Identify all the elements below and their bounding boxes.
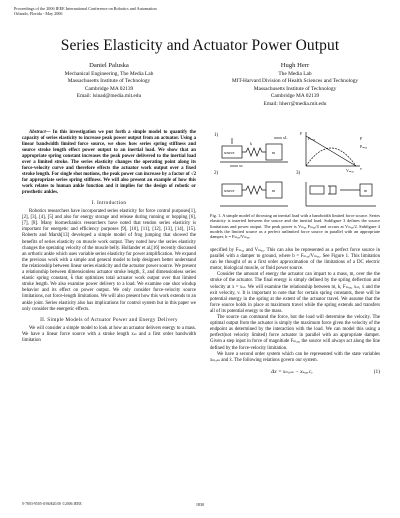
mass-label: m xyxy=(272,150,276,155)
introduction-paragraph: Robotics researchers have incorporated series elasticity for force control purposes[1], [2], [3], [4], [5] and also for energy storage and release during running or hopping [6], [7], [8]. Many biomechanics researchers have noted that tendon series elasticity is important for energetic and efficiency purposes [9], [10], [11], [12], [13], [14], [15]. Roberts and Marsh[13] developed a simple model of frog jumping that showed the benefits of series elasticity on muscle work output. They noted how the series elasticity changes the operating velocity of the muscle belly. Hollander et al.[16] recently discussed an orthotic ankle which uses variable series elasticity for power amplification. We expand the previous work with a simple and general model to help designers better understand the relationship between linear series elasticity and the actuator power source. We present a relationship between dimensionless actuator stroke length, x̂, and dimensionless series elastic spring constant, k̂ that optimizes total actuator work output over that limited stroke length. We also examine power delivery to a load. We examine one shot windup behavior and its effect on power output. We only consider force-velocity source limitations, not force-length limitations. We will also present how this work extends to an ankle joint. Series elasticity also has implications for control system but in this paper we only consider the energetic effects. xyxy=(22,209,197,312)
author-block-1 xyxy=(24,62,194,101)
author-email: Email: hherr@media.mit.edu xyxy=(263,100,327,107)
author-affiliation: Cambridge MA 02139 xyxy=(84,85,134,92)
proceedings-line-2: Orlando, Florida - May 2006 xyxy=(14,11,63,16)
mass-label-2: m xyxy=(272,188,276,193)
author-block-2 xyxy=(210,62,380,108)
right-paragraph-4: We have a second order system which can be represented with the state variables xₘₐₛₛ and ẋ. The following relations govern our system. xyxy=(210,351,380,363)
equation-1 xyxy=(210,369,380,375)
author-affiliation: MIT-Harvard Division of Health Sciences and Technology xyxy=(231,78,359,84)
author-email: Email: lsinad@media.mit.edu xyxy=(76,93,142,99)
velocity-axis-label: v xyxy=(360,166,362,171)
models-paragraph: We will consider a simple model to look at how an actuator delivers energy to a mass. We have a linear force source with a stroke length xₛₜ and a first order bandwidth limitation xyxy=(22,325,196,343)
author-affiliation: Mechanical Engineering, The Media Lab xyxy=(64,70,154,77)
pmax-label: Pₘₐₓ xyxy=(360,144,367,149)
abstract-text: — In this investigation we put forth a simple model to quantify the capacity of series elasticity to increase peak power output from an actuator. Using a linear bandwidth limited force source, we show how series spring stiffness and source stroke length effect power output to an inertial load. We show that an appropriate spring constant increases the peak power delivered to the inertial load over a limited stroke. The series elasticity changes the operating point along its force-velocity curve and therefore effects the actuator work output over a fixed stroke length. For single shot motions, the peak power can increase by a factor of √2 for appropriate series spring stiffness. We will also present an example of how this work relates to human ankle function and it implies for the design of robotic or prosthetic ankles. xyxy=(22,130,196,195)
series-spring-2 xyxy=(242,186,266,194)
proceedings-line-1: Proceedings of the 2006 IEEE International Conference on Robotics and Automation xyxy=(14,6,157,11)
author-name: Daniel Paluska xyxy=(89,62,129,69)
author-name: Hugh Herr xyxy=(280,62,310,69)
fmax-label: Fₘₐₓ xyxy=(308,136,315,141)
series-spring xyxy=(242,148,266,156)
panel-label-3: 3) xyxy=(296,171,301,176)
vmax-label: Vₘₐₓ xyxy=(346,168,354,173)
equation-body: Δx = xₘₐₛₛ − xₛₒᵤᵣcₑ xyxy=(271,368,313,375)
right-paragraph-2: Consider the amount of energy the actuator can impart to a mass, m, over the the stroke of the actuator. The final energy is simply defined by the spring deflection and velocity at x = xₛₜ. We will examine the relationship between m, k, Fₘₐₓ, xₛₜ, ẋ and the exit velocity, v. It is important to note that for certain spring constants, there will be potential energy in the spring at the extent of the actuator travel. We assume that the force source holds in place at maximum travel while the spring extends and transfers all of its potential energy to the mass. xyxy=(210,272,380,314)
damper-symbol xyxy=(328,186,336,194)
right-column xyxy=(210,248,380,377)
copyright-footer: 0-7803-9505-0/06/$20.00 ©2006 IEEE xyxy=(22,502,82,506)
panel-label-1: 1) xyxy=(214,133,219,138)
power-axis-label: P xyxy=(360,136,363,141)
page-number: 1830 xyxy=(195,502,205,507)
panel-label-2: 2) xyxy=(214,171,219,176)
figure-1-caption: Fig. 1. A simple model of throwing an inertial load with a bandwidth limited force source. Series elasticity is inserted between the source and the inertial load. Subfigure 3 defines the source limitations and power output. The peak power is Vₘₐₓ Fₘₐₓ/4 and occurs at Vₘₐₓ/2. Subfigure 4 models the limited source as a perfect unlimited force source in parallel with an appropriate damper, b = Fₘₐₓ/Vₘₐₓ. xyxy=(210,213,380,240)
paper-title: Series Elasticity and Actuator Power Output xyxy=(60,37,340,54)
source-label-2: source xyxy=(224,188,235,193)
right-paragraph-3: The source can command the force, but the load will determine the velocity. The optimal output from the actuator is simply the maximum force given the velocity of the endpoint as determined by the interaction with the load. We can model this using a perfect(not velocity limited) force actuator in parallel with an appropriate damper. Given a step input in force of magnitude Fₘₐₓ, the source will always act along the line defined by the force-velocity limitation. xyxy=(210,315,380,351)
equation-number: (1) xyxy=(373,368,380,375)
abstract xyxy=(22,130,196,196)
force-source-box xyxy=(310,186,324,194)
xs-label: xs xyxy=(239,163,243,168)
author-affiliation: The Media Lab xyxy=(278,70,312,77)
section-heading-models: II. Simple Models of Actuator Power and Energy Delivery xyxy=(40,316,178,323)
left-column xyxy=(22,130,196,344)
right-paragraph-1: specified by Fₘₐₓ and Vₘₐₓ. This can also be represented as a perfect force source in parallel with a damper to ground, where b = Fₘₐₓ/Vₘₐₓ. See Figure 1. This limitation can be thought of as a first order approximation of the limitations of a DC electric motor, biological muscle, or fluid power source. xyxy=(210,248,380,272)
author-affiliation: Cambridge MA 02139 xyxy=(270,93,320,99)
figure-1 xyxy=(210,126,384,212)
mass-label-3: m xyxy=(364,188,368,193)
xl-label: xL xyxy=(283,135,288,140)
figure-1-diagram xyxy=(210,126,384,212)
author-affiliation: Massachusetts Institute of Technology xyxy=(67,78,151,84)
proceedings-header xyxy=(14,6,157,16)
author-affiliation: Massachusetts Institute of Technology xyxy=(253,85,337,92)
section-heading-introduction: I. Introduction xyxy=(91,200,127,206)
source-label: source xyxy=(224,150,235,155)
abstract-label: Abstract xyxy=(29,130,46,135)
spring-label: k xyxy=(250,141,252,146)
force-axis-label: F xyxy=(300,131,303,136)
